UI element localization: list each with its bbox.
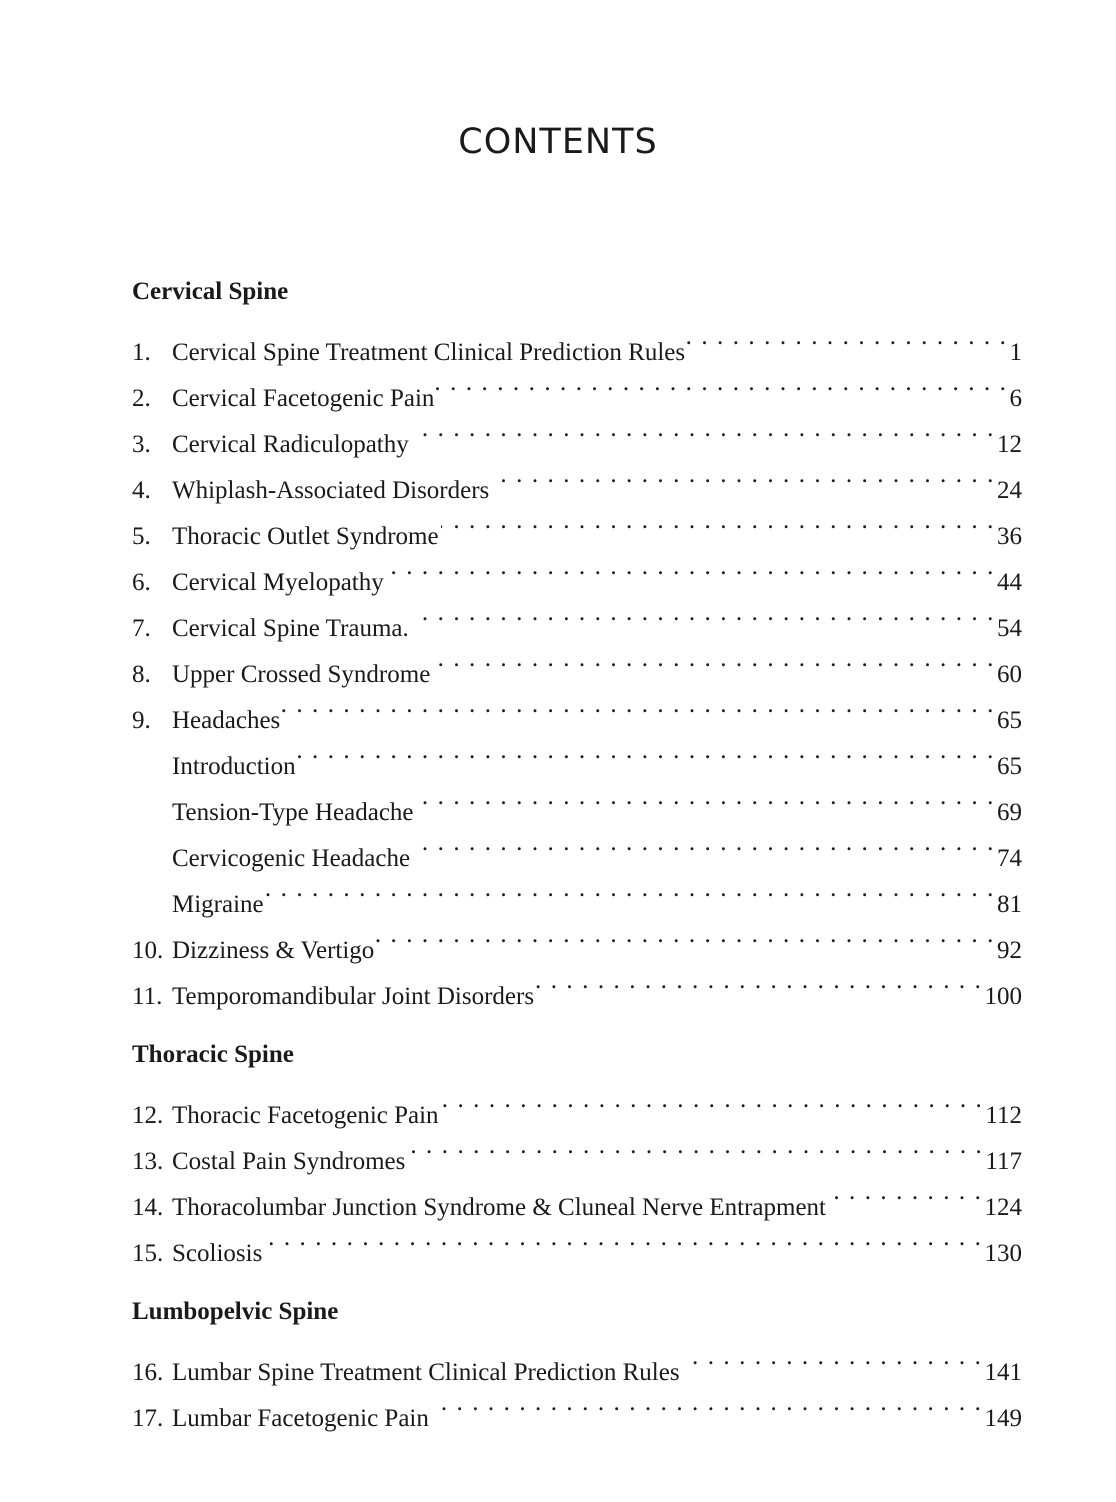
entry-page-number: 24 (997, 477, 1022, 504)
entry-page-number: 141 (984, 1359, 1022, 1386)
entry-number: 15. (132, 1240, 164, 1267)
entry-number: 6. (132, 569, 151, 596)
dot-leader (264, 1215, 982, 1261)
entry-title: Cervical Facetogenic Pain (172, 385, 435, 412)
section-heading: Thoracic Spine (132, 1041, 294, 1068)
entry-title: Whiplash-Associated Disorders (172, 477, 490, 504)
entry-number: 4. (132, 477, 151, 504)
entry-page-number: 65 (997, 753, 1022, 780)
toc-entry[interactable] (132, 1334, 1022, 1386)
entry-page-number: 112 (985, 1102, 1022, 1129)
toc-entry[interactable] (132, 912, 1022, 964)
entry-page-number: 100 (984, 983, 1022, 1010)
dot-leader (411, 406, 995, 452)
table-of-contents (132, 270, 1022, 1455)
entry-page-number: 81 (997, 891, 1022, 918)
toc-section-lumbopelvic (132, 1290, 1022, 1432)
entry-number: 3. (132, 431, 151, 458)
entry-title: Cervical Spine Trauma. (172, 615, 409, 642)
toc-section-cervical (132, 270, 1022, 1010)
entry-number: 9. (132, 707, 151, 734)
section-heading: Cervical Spine (132, 278, 289, 305)
entry-title: Cervical Spine Treatment Clinical Prediction Rules (172, 339, 686, 366)
entry-title: Scoliosis (172, 1240, 263, 1267)
entry-page-number: 6 (1009, 385, 1022, 412)
entry-number: 13. (132, 1148, 164, 1175)
entry-title: Migraine (172, 891, 264, 918)
entry-page-number: 130 (984, 1240, 1022, 1267)
dot-leader (407, 1123, 983, 1169)
entry-number: 12. (132, 1102, 164, 1129)
entry-number: 2. (132, 385, 151, 412)
toc-entry[interactable] (132, 1215, 1022, 1267)
entry-page-number: 36 (997, 523, 1022, 550)
page-title: CONTENTS (458, 122, 658, 162)
entry-title: Thoracolumbar Junction Syndrome & Cluneal Nerve Entrapment (172, 1194, 826, 1221)
toc-section-thoracic (132, 1033, 1022, 1267)
dot-leader (491, 452, 995, 498)
entry-page-number: 12 (997, 431, 1022, 458)
dot-leader (386, 544, 995, 590)
dot-leader (298, 728, 995, 774)
dot-leader (411, 590, 995, 636)
entry-page-number: 124 (984, 1194, 1022, 1221)
entry-title: Cervical Radiculopathy (172, 431, 409, 458)
dot-leader (536, 958, 982, 1004)
entry-title: Lumbar Facetogenic Pain (172, 1405, 429, 1432)
entry-page-number: 92 (997, 937, 1022, 964)
section-heading: Lumbopelvic Spine (132, 1298, 339, 1325)
entry-title: Thoracic Outlet Syndrome (172, 523, 439, 550)
entry-page-number: 60 (997, 661, 1022, 688)
dot-leader (412, 820, 995, 866)
dot-leader (266, 866, 995, 912)
entry-number: 14. (132, 1194, 164, 1221)
entry-number: 10. (132, 937, 164, 964)
entry-title: Headaches (172, 707, 281, 734)
entry-number: 8. (132, 661, 151, 688)
dot-leader (432, 636, 995, 682)
dot-leader (436, 360, 1007, 406)
entry-title: Lumbar Spine Treatment Clinical Prediction Rules (172, 1359, 680, 1386)
entry-page-number: 65 (997, 707, 1022, 734)
entry-number: 7. (132, 615, 151, 642)
dot-leader (376, 912, 995, 958)
entry-page-number: 1 (1009, 339, 1022, 366)
entry-title: Costal Pain Syndromes (172, 1148, 406, 1175)
entry-title: Temporomandibular Joint Disorders (172, 983, 535, 1010)
dot-leader (416, 774, 995, 820)
entry-number: 1. (132, 339, 151, 366)
dot-leader (682, 1334, 983, 1380)
entry-page-number: 69 (997, 799, 1022, 826)
dot-leader (687, 314, 1007, 360)
entry-title: Introduction (172, 753, 296, 780)
entry-number: 17. (132, 1405, 164, 1432)
dot-leader (441, 498, 995, 544)
entry-title: Tension-Type Headache (172, 799, 414, 826)
entry-title: Upper Crossed Syndrome (172, 661, 431, 688)
entry-number: 11. (132, 983, 163, 1010)
entry-page-number: 74 (997, 845, 1022, 872)
toc-subentry[interactable] (132, 866, 1022, 918)
toc-entry[interactable] (132, 1077, 1022, 1129)
dot-leader (828, 1169, 983, 1215)
dot-leader (441, 1077, 984, 1123)
dot-leader (282, 682, 995, 728)
entry-title: Cervical Myelopathy (172, 569, 384, 596)
entry-title: Cervicogenic Headache (172, 845, 411, 872)
entry-page-number: 54 (997, 615, 1022, 642)
entry-page-number: 44 (997, 569, 1022, 596)
entry-page-number: 149 (984, 1405, 1022, 1432)
entry-title: Dizziness & Vertigo (172, 937, 375, 964)
entry-number: 5. (132, 523, 151, 550)
entry-title: Thoracic Facetogenic Pain (172, 1102, 439, 1129)
toc-entry[interactable] (132, 314, 1022, 366)
entry-number: 16. (132, 1359, 164, 1386)
dot-leader (431, 1380, 983, 1426)
entry-page-number: 117 (985, 1148, 1022, 1175)
